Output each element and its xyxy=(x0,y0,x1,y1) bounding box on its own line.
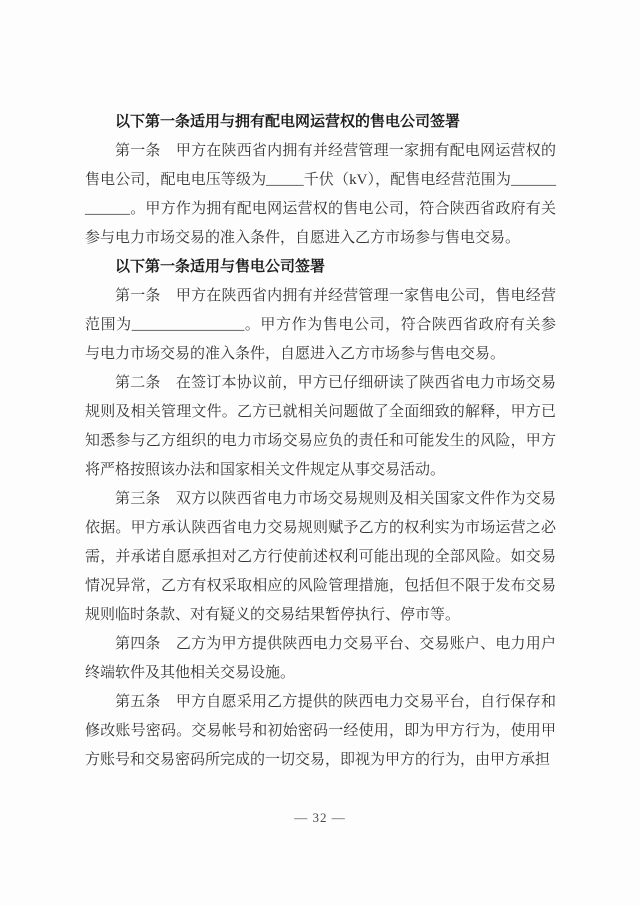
clause-1-retail-company: 第一条 甲方在陕西省内拥有并经营管理一家售电公司，售电经营范围为_______________。甲方作为售电公司，符合陕西省政府有关参与电力市场交易的准入条件，自愿进入乙方市场参与售电交易。 xyxy=(85,288,556,362)
clause-4-platform-provision: 第四条 乙方为甲方提供陕西电力交易平台、交易账户、电力用户终端软件及其他相关交易设施。 xyxy=(85,636,556,681)
page-number: — 32 — xyxy=(294,810,346,825)
clause-2-rules-read: 第二条 在签订本协议前，甲方已仔细研读了陕西省电力市场交易规则及相关管理文件。乙方已就相关问题做了全面细致的解释，甲方已知悉参与乙方组织的电力市场交易应负的责任和可能发生的风险，甲方将严格按照该办法和国家相关文件规定从事交易活动。 xyxy=(85,375,556,478)
clause-3-trading-basis: 第三条 双方以陕西省电力市场交易规则及相关国家文件作为交易依据。甲方承认陕西省电力交易规则赋予乙方的权利实为市场运营之必需，并承诺自愿承担对乙方行使前述权利可能出现的全部风险。如交易情况异常，乙方有权采取相应的风险管理措施，包括但不限于发布交易规则临时条款、对有疑义的交易结果暂停执行、停市等。 xyxy=(85,491,556,623)
clause-1-distribution-grid: 第一条 甲方在陕西省内拥有并经营管理一家拥有配电网运营权的售电公司，配电电压等级为_____千伏（kV），配售电经营范围为____________。甲方作为拥有配电网运营权的售电公司，符合陕西省政府有关参与电力市场交易的准入条件，自愿进入乙方市场参与售电交易。 xyxy=(85,143,556,246)
section-heading-distribution-grid-company: 以下第一条适用与拥有配电网运营权的售电公司签署 xyxy=(115,114,461,130)
clause-5-account-password: 第五条 甲方自愿采用乙方提供的陕西电力交易平台，自行保存和修改账号密码。交易帐号和初始密码一经使用，即为甲方行为，使用甲方账号和交易密码所完成的一切交易，即视为甲方的行为，由甲方承担 xyxy=(85,694,556,768)
page-footer xyxy=(0,808,640,828)
section-heading-retail-company: 以下第一条适用与售电公司签署 xyxy=(115,259,326,275)
